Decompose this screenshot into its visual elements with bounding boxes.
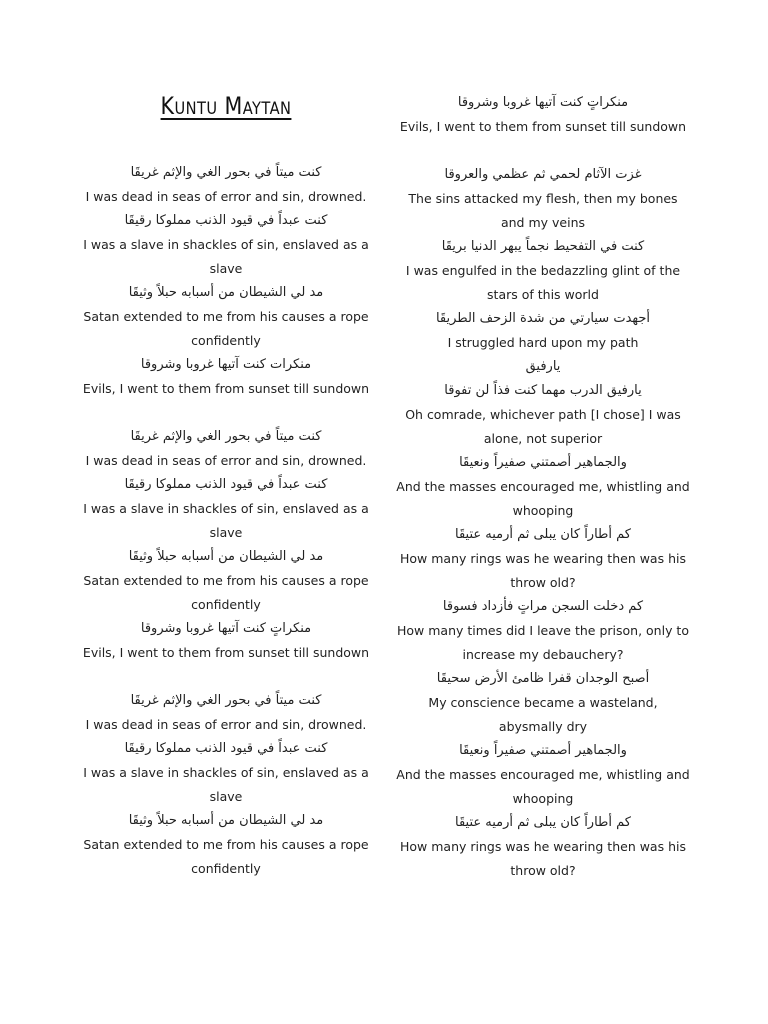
english-line: I was a slave in shackles of sin, enslaved as a slave — [83, 501, 369, 540]
english-line: Satan extended to me from his causes a rope confidently — [83, 837, 369, 876]
english-line: I was dead in seas of error and sin, drowned. — [85, 453, 367, 468]
stanza-gap — [396, 139, 690, 163]
english-line: I struggled hard upon my path — [447, 335, 639, 350]
english-line: And the masses encouraged me, whistling and whooping — [396, 767, 690, 806]
english-line: I was dead in seas of error and sin, drowned. — [85, 717, 367, 732]
english-line: The sins attacked my flesh, then my bones and my veins — [408, 191, 678, 230]
english-line: Oh comrade, whichever path [I chose] I was alone, not superior — [405, 407, 681, 446]
english-line: I was engulfed in the bedazzling glint of the stars of this world — [405, 263, 681, 302]
arabic-line: والجماهير أصمتني صفيراً ونعيقَا — [459, 455, 627, 470]
english-line: Evils, I went to them from sunset till sundown — [399, 119, 687, 134]
english-line: I was a slave in shackles of sin, enslaved as a slave — [83, 237, 369, 276]
arabic-line: مد لي الشيطان من أسبابه حبلاً وثيقَا — [128, 285, 324, 300]
arabic-line: مد لي الشيطان من أسبابه حبلاً وثيقَا — [128, 549, 324, 564]
stanza-gap — [81, 401, 371, 425]
arabic-line: كنت في التفحيط نجماً يبهر الدنيا بريقَا — [441, 239, 645, 254]
arabic-line: كنت عبداً في قيود الذنب مملوكا رقيقَا — [124, 477, 328, 492]
english-line: Evils, I went to them from sunset till sundown — [82, 381, 370, 396]
arabic-line: منكراتٍ كنت آتيها غروبا وشروقا — [140, 621, 312, 636]
arabic-line: كنت عبداً في قيود الذنب مملوكا رقيقَا — [124, 741, 328, 756]
english-line: How many rings was he wearing then was his throw old? — [400, 551, 686, 590]
english-line: I was dead in seas of error and sin, drowned. — [85, 189, 367, 204]
arabic-line: يارفيق — [525, 359, 561, 374]
english-line: I was a slave in shackles of sin, enslaved as a slave — [83, 765, 369, 804]
stanza-gap — [81, 665, 371, 689]
english-line: My conscience became a wasteland, abysmally dry — [428, 695, 658, 734]
arabic-line: غزت الآثام لحمي ثم عظمي والعروقا — [444, 167, 642, 182]
english-line: Satan extended to me from his causes a rope confidently — [83, 309, 369, 348]
arabic-line: يارفيق الدرب مهما كنت فذاً لن تفوقا — [444, 383, 642, 398]
arabic-line: والجماهير أصمتني صفيراً ونعيقَا — [459, 743, 627, 758]
right-column — [396, 91, 690, 883]
arabic-line: أجهدت سيارتي من شدة الزحف الطريقَا — [435, 311, 651, 326]
english-line: Evils, I went to them from sunset till sundown — [82, 645, 370, 660]
arabic-line: منكراتٍ كنت آتيها غروبا وشروقا — [457, 95, 629, 110]
arabic-line: أصبح الوجدان قفرا ظامئ الأرض سحيقَا — [436, 671, 650, 686]
english-line: How many rings was he wearing then was his throw old? — [400, 839, 686, 878]
arabic-line: كنت ميتاً في بحور الغي والإثم غريقَا — [130, 693, 322, 708]
arabic-line: كنت عبداً في قيود الذنب مملوكا رقيقَا — [124, 213, 328, 228]
left-column — [81, 161, 371, 881]
english-line: How many times did I leave the prison, only to increase my debauchery? — [397, 623, 689, 662]
arabic-line: كنت ميتاً في بحور الغي والإثم غريقَا — [130, 429, 322, 444]
arabic-line: كنت ميتاً في بحور الغي والإثم غريقَا — [130, 165, 322, 180]
arabic-line: كم دخلت السجن مراتٍ فأزداد فسوقا — [442, 599, 644, 614]
arabic-line: مد لي الشيطان من أسبابه حبلاً وثيقَا — [128, 813, 324, 828]
arabic-line: كم أطاراً كان يبلى ثم أرميه عتيقَا — [455, 527, 631, 542]
arabic-line: منكرات كنت آتيها غروبا وشروقا — [140, 357, 312, 372]
english-line: Satan extended to me from his causes a rope confidently — [83, 573, 369, 612]
english-line: And the masses encouraged me, whistling and whooping — [396, 479, 690, 518]
page-title: Kuntu Maytan — [160, 92, 292, 120]
arabic-line: كم أطاراً كان يبلى ثم أرميه عتيقَا — [455, 815, 631, 830]
